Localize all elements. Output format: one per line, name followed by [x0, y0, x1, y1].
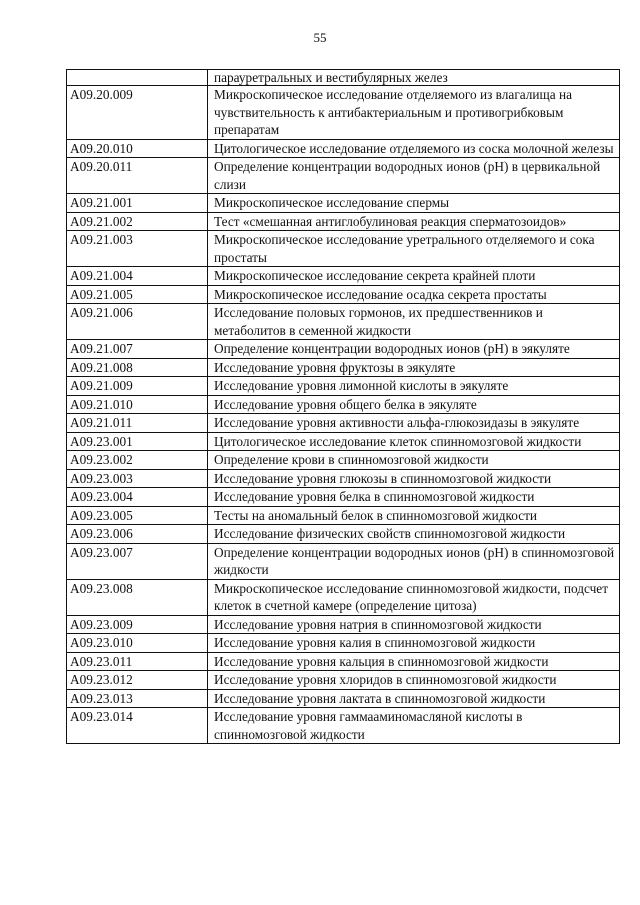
service-code-cell: A09.23.011: [67, 652, 208, 671]
table-row: [67, 488, 620, 507]
table-row: [67, 708, 620, 744]
service-name-cell: Микроскопическое исследование отделяемого из влагалища на чувствительность к антибактериальным и противогрибковым препаратам: [208, 86, 620, 140]
table-row: [67, 543, 620, 579]
service-name-cell: Микроскопическое исследование осадка секрета простаты: [208, 285, 620, 304]
table-row: [67, 340, 620, 359]
table-row: [67, 671, 620, 690]
table-row: [67, 525, 620, 544]
service-name-cell: Исследование уровня лимонной кислоты в эякуляте: [208, 377, 620, 396]
table-row: [67, 304, 620, 340]
service-name-cell: Микроскопическое исследование спермы: [208, 194, 620, 213]
service-name-cell: Исследование уровня белка в спинномозговой жидкости: [208, 488, 620, 507]
service-name-cell: Исследование уровня лактата в спинномозговой жидкости: [208, 689, 620, 708]
service-name-cell: Исследование уровня калия в спинномозговой жидкости: [208, 634, 620, 653]
table-row: [67, 469, 620, 488]
service-name-cell: Определение концентрации водородных ионов (рН) в цервикальной слизи: [208, 158, 620, 194]
service-code-cell: A09.23.004: [67, 488, 208, 507]
table-row: [67, 395, 620, 414]
service-code-cell: A09.23.008: [67, 579, 208, 615]
service-name-cell: Цитологическое исследование клеток спинномозговой жидкости: [208, 432, 620, 451]
table-row: [67, 377, 620, 396]
table-row: [67, 634, 620, 653]
service-name-cell: Цитологическое исследование отделяемого из соска молочной железы: [208, 139, 620, 158]
service-code-cell: A09.21.005: [67, 285, 208, 304]
table-row: [67, 506, 620, 525]
service-code-cell: A09.23.014: [67, 708, 208, 744]
service-code-cell: A09.23.002: [67, 451, 208, 470]
service-name-cell: Определение концентрации водородных ионов (рН) в спинномозговой жидкости: [208, 543, 620, 579]
service-code-cell: [67, 70, 208, 86]
table-row: [67, 579, 620, 615]
table-row: [67, 231, 620, 267]
table-row: [67, 267, 620, 286]
service-name-cell: Тест «смешанная антиглобулиновая реакция сперматозоидов»: [208, 212, 620, 231]
service-name-cell: Исследование уровня натрия в спинномозговой жидкости: [208, 615, 620, 634]
service-name-cell: Исследование уровня фруктозы в эякуляте: [208, 358, 620, 377]
service-name-cell: Исследование уровня кальция в спинномозговой жидкости: [208, 652, 620, 671]
service-code-cell: A09.20.010: [67, 139, 208, 158]
table-row: [67, 652, 620, 671]
service-code-cell: A09.21.003: [67, 231, 208, 267]
service-code-cell: A09.23.001: [67, 432, 208, 451]
service-code-cell: A09.23.005: [67, 506, 208, 525]
table-row: [67, 414, 620, 433]
service-code-cell: A09.21.001: [67, 194, 208, 213]
service-name-cell: Исследование уровня глюкозы в спинномозговой жидкости: [208, 469, 620, 488]
service-name-cell: Микроскопическое исследование секрета крайней плоти: [208, 267, 620, 286]
table-row: [67, 689, 620, 708]
table-row: [67, 432, 620, 451]
service-code-cell: A09.21.009: [67, 377, 208, 396]
service-code-cell: A09.23.009: [67, 615, 208, 634]
service-code-cell: A09.21.011: [67, 414, 208, 433]
table-row: [67, 70, 620, 86]
service-name-cell: Исследование уровня гаммааминомасляной кислоты в спинномозговой жидкости: [208, 708, 620, 744]
service-name-cell: Исследование половых гормонов, их предшественников и метаболитов в семенной жидкости: [208, 304, 620, 340]
service-name-cell: Определение концентрации водородных ионов (рН) в эякуляте: [208, 340, 620, 359]
service-code-cell: A09.20.011: [67, 158, 208, 194]
service-code-cell: A09.21.006: [67, 304, 208, 340]
service-name-cell: Микроскопическое исследование спинномозговой жидкости, подсчет клеток в счетной камере (определение цитоза): [208, 579, 620, 615]
service-name-cell: парауретральных и вестибулярных желез: [208, 70, 620, 86]
service-name-cell: Тесты на аномальный белок в спинномозговой жидкости: [208, 506, 620, 525]
service-code-cell: A09.23.006: [67, 525, 208, 544]
table-row: [67, 212, 620, 231]
service-name-cell: Исследование уровня активности альфа-глюкозидазы в эякуляте: [208, 414, 620, 433]
table-body: [67, 70, 620, 744]
medical-services-table: [66, 69, 620, 744]
page-number: 55: [313, 30, 327, 45]
service-code-cell: A09.21.010: [67, 395, 208, 414]
service-code-cell: A09.23.003: [67, 469, 208, 488]
table-row: [67, 194, 620, 213]
service-code-cell: A09.23.010: [67, 634, 208, 653]
service-name-cell: Исследование уровня общего белка в эякуляте: [208, 395, 620, 414]
table-row: [67, 158, 620, 194]
service-code-cell: A09.20.009: [67, 86, 208, 140]
service-code-cell: A09.21.008: [67, 358, 208, 377]
service-code-cell: A09.21.007: [67, 340, 208, 359]
table-row: [67, 139, 620, 158]
service-name-cell: Исследование физических свойств спинномозговой жидкости: [208, 525, 620, 544]
table-row: [67, 285, 620, 304]
table-row: [67, 86, 620, 140]
table-row: [67, 615, 620, 634]
table-row: [67, 451, 620, 470]
service-code-cell: A09.21.004: [67, 267, 208, 286]
service-code-cell: A09.23.012: [67, 671, 208, 690]
service-code-cell: A09.23.007: [67, 543, 208, 579]
service-name-cell: Микроскопическое исследование уретрального отделяемого и сока простаты: [208, 231, 620, 267]
table-row: [67, 358, 620, 377]
service-name-cell: Исследование уровня хлоридов в спинномозговой жидкости: [208, 671, 620, 690]
service-code-cell: A09.21.002: [67, 212, 208, 231]
service-code-cell: A09.23.013: [67, 689, 208, 708]
service-name-cell: Определение крови в спинномозговой жидкости: [208, 451, 620, 470]
